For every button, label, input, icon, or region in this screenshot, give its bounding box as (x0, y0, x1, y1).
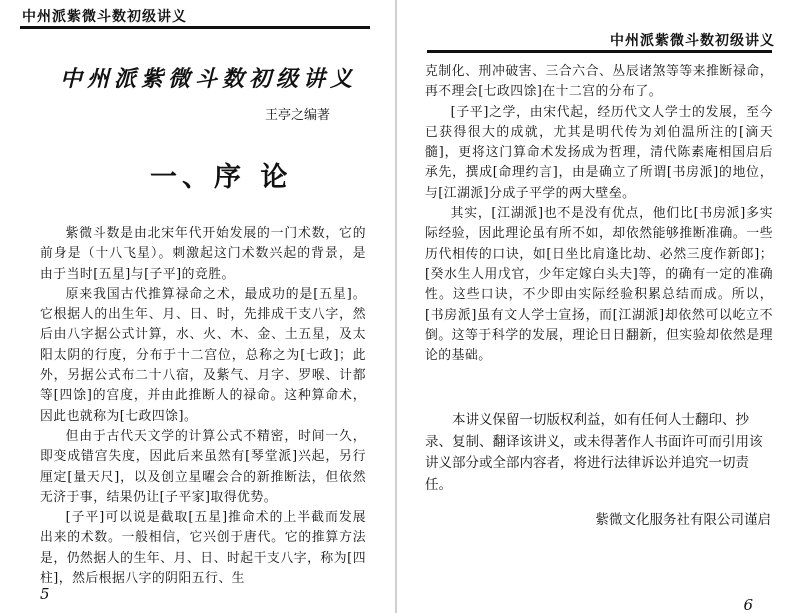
header-rule (427, 50, 772, 53)
page-number: 6 (743, 596, 753, 613)
paragraph: 克制化、刑冲破害、三合六合、丛辰诸煞等等来推断禄命，再不理会[七政四馀]在十二宫的分布了。 (425, 64, 773, 100)
left-page (0, 0, 396, 613)
page-number: 5 (40, 585, 50, 603)
page-title: 中州派紫微斗数初级讲义 (60, 66, 358, 92)
paragraph: 原来我国古代推算禄命之术，最成功的是[五星]。它根据人的出生年、月、日、时，先排成干支八字，然后由八字据公式计算，水、火、木、金、土五星，及太阳太阴的行度，分布于十二宫位，总称之为[七政]；此外，另据公式布二十八宿，及紫气、月字、罗喉、计都等[四馀]的宫度，并由此推断人的禄命。这种算命术，因此也就称为[七政四馀]。 (40, 286, 366, 424)
paragraph: 紫微斗数是由北宋年代开始发展的一门术数，它的前身是（十八飞星）。刺激起这门术数兴起的背景，是由于当时[五星]与[子平]的竞胜。 (40, 226, 366, 282)
company-signature: 紫微文化服务社有限公司谨启 (595, 512, 771, 528)
body-text (40, 224, 366, 589)
paragraph: 但由于古代天文学的计算公式不精密，时间一久，即变成错宫失度，因此后来虽然有[琴堂派]兴起，另行厘定[量天尺]，以及创立星曜会合的新推断法，但依然无济于事，结果仍让[子平家]取得优势。 (40, 428, 366, 505)
paragraph: [子平]之学，由宋代起，经历代文人学士的发展，至今已获得很大的成就，尤其是明代传为刘伯温所注的[滴天髓]，更将这门算命术发扬成为哲理，清代陈素庵相国启后承先，撰成[命理约言]，由是确立了所谓[书房派]的地位，与[江湖派]分成子平学的两大壁垒。 (425, 104, 773, 201)
body-text (425, 62, 773, 366)
copyright-notice (425, 410, 773, 496)
section-heading: 一、序 论 (150, 162, 293, 193)
running-header: 中州派紫微斗数初级讲义 (610, 33, 775, 49)
right-page (397, 0, 793, 613)
running-header: 中州派紫微斗数初级讲义 (22, 9, 187, 25)
paragraph: 其实，[江湖派]也不是没有优点，他们比[书房派]多实际经验，因此理论虽有所不如，却依然能够推断准确。一些历代相传的口诀，如[日坐比肩逢比劫、必然三度作新郎]；[癸水生人用戊官，少年定嫁白头夫]等，的确有一定的准确性。这些口诀，不少即由实际经验积累总结而成。所以，[书房派]虽有文人学士宣扬，而[江湖派]却依然可以屹立不倒。这等于科学的发展，理论日日翻新，但实验却依然是理论的基础。 (425, 206, 773, 364)
header-rule (20, 26, 370, 29)
paragraph: [子平]可以说是截取[五星]推命术的上半截而发展出来的术数。一般相信，它兴创于唐代。它的推算方法是，仍然据人的生年、月、日、时起干支八字，称为[四柱]，然后根据八字的阴阳五行、生 (40, 510, 366, 587)
author-byline: 王亭之编著 (265, 108, 331, 123)
notice-text: 本讲义保留一切版权利益，如有任何人士翻印、抄录、复制、翻译该讲义，或未得著作人书面许可而引用该讲义部分或全部内容者，将进行法律诉讼并追究一切责任。 (425, 412, 763, 493)
